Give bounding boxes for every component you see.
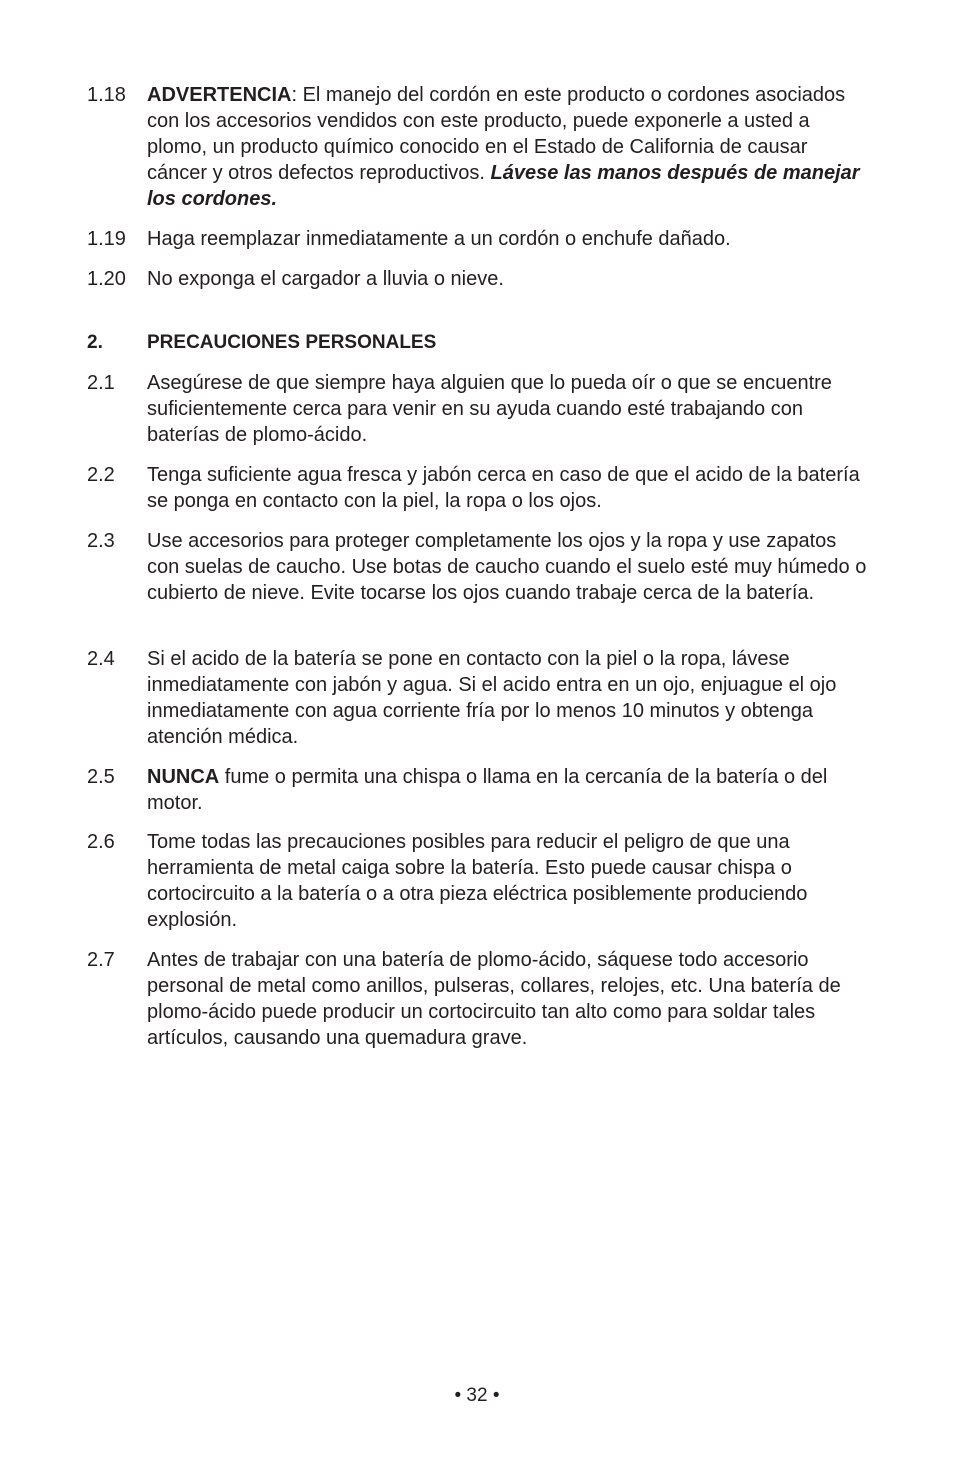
item-text: Si el acido de la batería se pone en contacto con la piel o la ropa, lávese inmediatamente con jabón y agua. Si el acido entra en un ojo, enjuague el ojo inmediatamente con agua corriente fría por lo menos 10 minutos y obtenga atención médica. (147, 648, 837, 748)
item-text: No exponga el cargador a lluvia o nieve. (147, 268, 504, 290)
item-body: fume o permita una chispa o llama en la cercanía de la batería o del motor. (147, 766, 828, 814)
item-text (147, 82, 869, 212)
item-text: Use accesorios para proteger completamente los ojos y la ropa y use zapatos con suelas de caucho. Use botas de caucho cuando el suelo esté muy húmedo o cubierto de nieve. Evite tocarse los ojos cuando trabaje cerca de la batería. (147, 530, 867, 604)
item-number: 2.5 (87, 766, 115, 788)
item-text (147, 764, 869, 816)
item-number: 2.2 (87, 464, 115, 486)
section-title: PRECAUCIONES PERSONALES (147, 332, 437, 353)
item-number: 1.20 (87, 268, 126, 290)
item-text: Tenga suficiente agua fresca y jabón cerca en caso de que el acido de la batería se ponga en contacto con la piel, la ropa o los ojos. (147, 464, 860, 512)
item-number: 2.7 (87, 949, 115, 971)
item-number: 1.19 (87, 228, 126, 250)
item-number: 2.4 (87, 648, 115, 670)
item-number: 2.3 (87, 530, 115, 552)
item-text: Haga reemplazar inmediatamente a un cordón o enchufe dañado. (147, 228, 731, 250)
section-number: 2. (87, 332, 103, 353)
item-text: Asegúrese de que siempre haya alguien que lo pueda oír o que se encuentre suficientemente cerca para venir en su ayuda cuando esté trabajando con baterías de plomo-ácido. (147, 372, 832, 446)
never-lead: NUNCA (147, 766, 220, 788)
page-number: • 32 • (454, 1385, 500, 1406)
item-text: Tome todas las precauciones posibles para reducir el peligro de que una herramienta de metal caiga sobre la batería. Esto puede causar chispa o cortocircuito a la batería o a otra pieza eléctrica posiblemente produciendo explosión. (147, 831, 808, 931)
item-number: 1.18 (87, 84, 126, 106)
warning-lead: ADVERTENCIA (147, 84, 292, 106)
item-body: : El manejo del cordón en este producto o cordones asociados con los accesorios vendidos con este producto, puede exponerle a usted a plomo, un producto químico conocido en el Estado de California de causar cáncer y otros defectos reproductivos. (147, 84, 846, 184)
item-text: Antes de trabajar con una batería de plomo-ácido, sáquese todo accesorio personal de metal como anillos, pulseras, collares, relojes, etc. Una batería de plomo-ácido puede producir un cortocircuito tan alto como para soldar tales artículos, causando una quemadura grave. (147, 949, 841, 1049)
warning-emphasis: Lávese las manos después de manejar los cordones. (147, 162, 860, 210)
item-number: 2.1 (87, 372, 115, 394)
item-number: 2.6 (87, 831, 115, 853)
